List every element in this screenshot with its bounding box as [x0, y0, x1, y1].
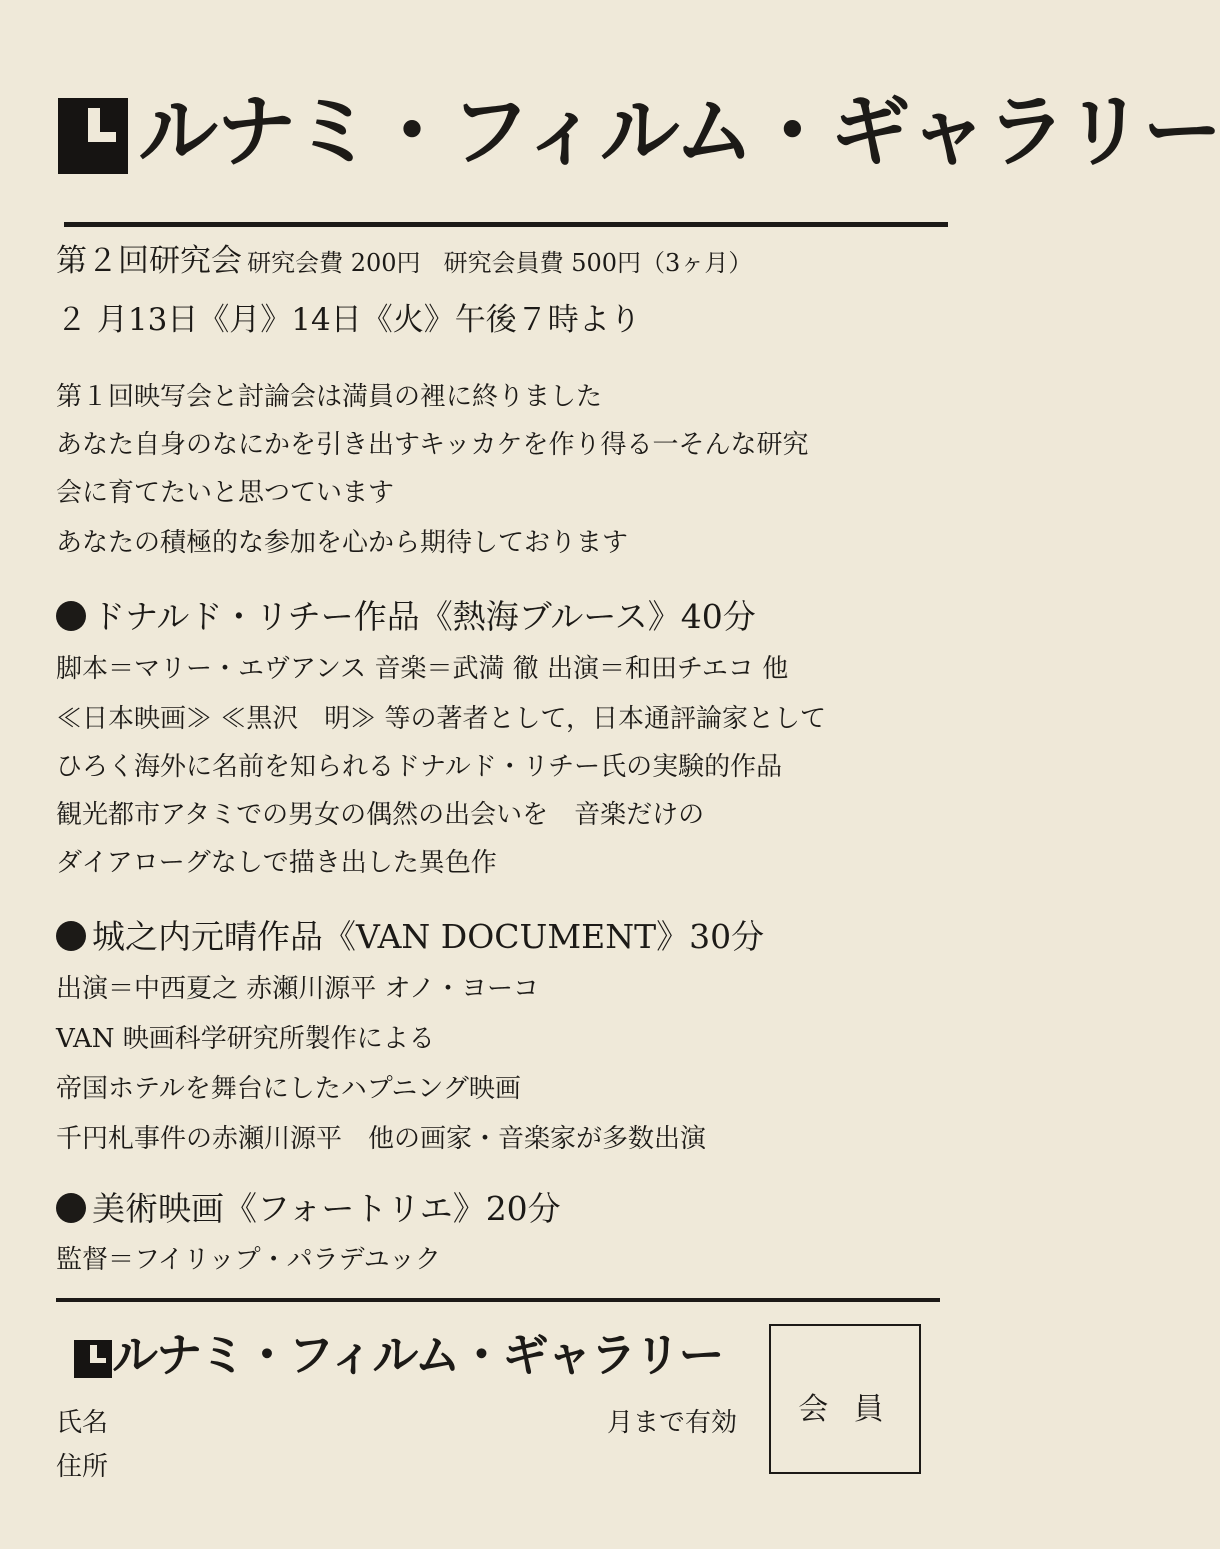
- member-card-title: ルナミ・フィルム・ギャラリー: [112, 1328, 723, 1382]
- program-title: [56, 597, 756, 636]
- session-info: [56, 243, 753, 279]
- intro-line: 会に育てたいと思つています: [56, 478, 395, 508]
- bullet-icon: [56, 921, 86, 951]
- bullet-icon: [56, 1193, 86, 1223]
- program-line: 帝国ホテルを舞台にしたハプニング映画: [56, 1074, 521, 1104]
- program-title-text: ドナルド・リチー作品《熱海ブルース》40分: [92, 597, 756, 636]
- program-title-text: 城之内元晴作品《VAN DOCUMENT》30分: [92, 917, 765, 956]
- member-stamp-box: [769, 1324, 921, 1474]
- study-fee: 研究会費 200円: [247, 249, 421, 277]
- program-line: 出演＝中西夏之 赤瀬川源平 オノ・ヨーコ: [56, 974, 539, 1004]
- member-box-label: 会 員: [798, 1392, 892, 1427]
- name-label: 氏名: [56, 1408, 109, 1438]
- program-title-text: 美術映画《フォートリエ》20分: [92, 1189, 561, 1228]
- program-title: [56, 917, 765, 956]
- intro-line: あなた自身のなにかを引き出すキッカケを作り得る一そんな研究: [56, 430, 809, 460]
- session-label: 第２回研究会: [56, 243, 242, 279]
- program-title: [56, 1189, 561, 1228]
- schedule: ２ 月13日《月》14日《火》午後７時より: [56, 302, 641, 338]
- intro-line: 第１回映写会と討論会は満員の裡に終りました: [56, 382, 603, 412]
- top-divider: [64, 222, 948, 227]
- gallery-title: ルナミ・フィルム・ギャラリー: [138, 85, 1220, 178]
- program-line: 千円札事件の赤瀬川源平 他の画家・音楽家が多数出演: [56, 1124, 707, 1154]
- bottom-divider: [56, 1298, 940, 1302]
- intro-line: あなたの積極的な参加を心から期待しております: [56, 528, 629, 558]
- program-line: 観光都市アタミでの男女の偶然の出会いを 音楽だけの: [56, 800, 705, 830]
- program-line: VAN 映画科学研究所製作による: [56, 1024, 435, 1054]
- gallery-logo-small-icon: [74, 1340, 112, 1378]
- gallery-logo-icon: [58, 98, 128, 174]
- member-fee: 研究会員費 500円（3ヶ月）: [443, 249, 753, 277]
- program-line: ひろく海外に名前を知られるドナルド・リチー氏の実験的作品: [56, 752, 783, 782]
- bullet-icon: [56, 601, 86, 631]
- program-line: ダイアローグなしで描き出した異色作: [56, 848, 497, 878]
- address-label: 住所: [56, 1452, 109, 1482]
- program-line: 監督＝フイリップ・パラデユック: [56, 1245, 442, 1275]
- valid-until-label: 月まで有効: [607, 1408, 738, 1438]
- program-line: ≪日本映画≫ ≪黒沢 明≫ 等の著者として，日本通評論家として: [56, 704, 827, 734]
- program-line: 脚本＝マリー・エヴアンス 音楽＝武満 徹 出演＝和田チエコ 他: [56, 654, 789, 684]
